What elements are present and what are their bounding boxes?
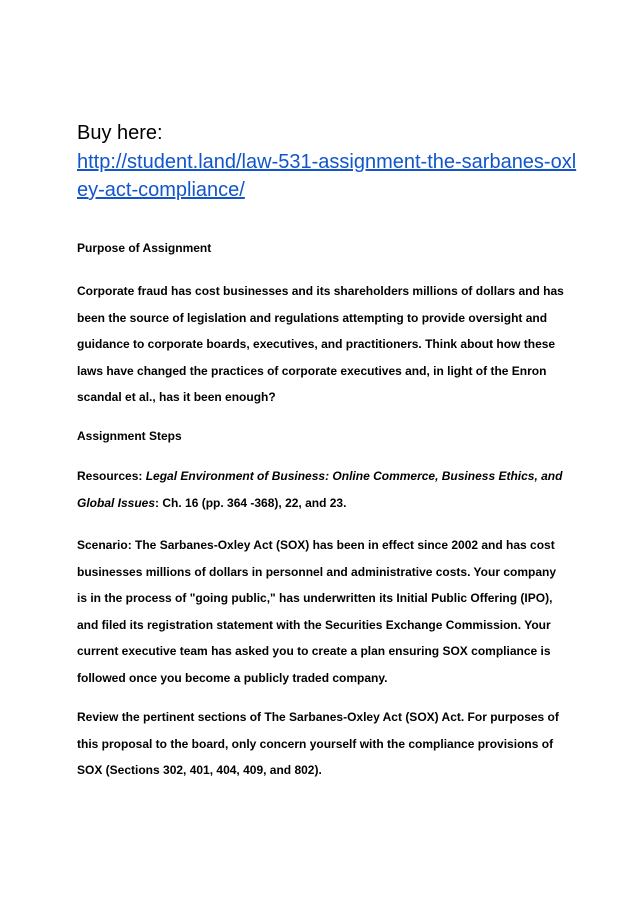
resources-label: Resources: (77, 469, 146, 483)
purchase-link[interactable]: http://student.land/law-531-assignment-the-sarbanes-oxley-act-compliance/ (77, 151, 577, 201)
resources-book-title: Legal Environment of Business: Online Commerce, Business Ethics, and Global Issues (77, 469, 563, 510)
resources-paragraph (77, 463, 567, 516)
purpose-heading: Purpose of Assignment (77, 241, 212, 255)
resources-chapters: : Ch. 16 (pp. 364 -368), 22, and 23. (155, 495, 347, 510)
review-paragraph: Review the pertinent sections of The Sarbanes-Oxley Act (SOX) Act. For purposes of this proposal to the board, only concern yourself with the compliance provisions of SOX (Sections 302, 401, 404, 409, and 802). (77, 710, 559, 778)
assignment-steps-heading: Assignment Steps (77, 429, 182, 443)
buy-here-label: Buy here: (77, 122, 163, 144)
scenario-paragraph: Scenario: The Sarbanes-Oxley Act (SOX) has been in effect since 2002 and has cost businesses millions of dollars in personnel and administrative costs. Your company is in the process of "going public," has underwritten its Initial Public Offering (IPO), and filed its registration statement with the Securities Exchange Commission. Your current executive team has asked you to create a plan ensuring SOX compliance is followed once you become a publicly traded company. (77, 538, 557, 685)
purpose-paragraph: Corporate fraud has cost businesses and its shareholders millions of dollars and has been the source of legislation and regulations attempting to provide oversight and guidance to corporate boards, executives, and practitioners. Think about how these laws have changed the practices of corporate executives and, in light of the Enron scandal et al., has it been enough? (77, 284, 564, 405)
